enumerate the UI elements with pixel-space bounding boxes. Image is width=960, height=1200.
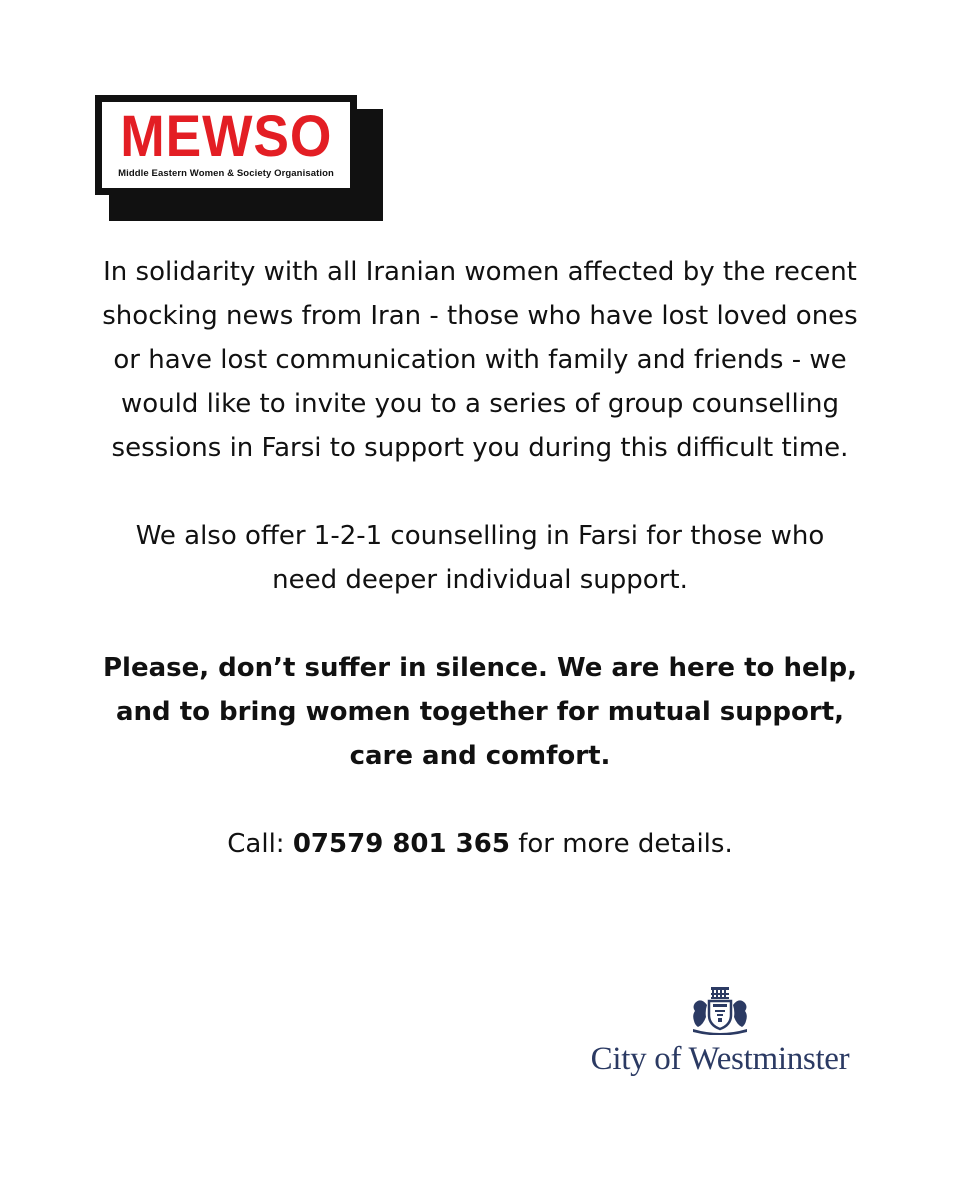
westminster-wordmark: City of Westminster (590, 1041, 850, 1077)
westminster-crest-icon (687, 985, 753, 1035)
mewso-logo (95, 95, 385, 225)
city-of-westminster-logo (585, 985, 855, 1078)
logo-subtitle: Middle Eastern Women & Society Organisation (118, 167, 334, 179)
solidarity-paragraph: In solidarity with all Iranian women affected by the recent shocking news from Iran - those who have lost loved ones or have lost communication with family and friends - we would like to invite you to a series of group counselling sessions in Farsi to support you during this difficult time. (102, 257, 858, 463)
individual-support-paragraph: We also offer 1-2-1 counselling in Farsi for those who need deeper individual support. (135, 521, 825, 595)
phone-number[interactable]: 07579 801 365 (292, 829, 510, 859)
call-line (100, 822, 860, 866)
call-suffix: for more details. (509, 829, 733, 859)
main-content (100, 250, 860, 866)
call-prefix: Call: (227, 829, 293, 859)
dont-suffer-paragraph: Please, don’t suffer in silence. We are here to help, and to bring women together for mutual support, care and comfort. (103, 653, 857, 771)
logo-box (95, 95, 357, 195)
logo-wordmark: MEWSO (119, 103, 333, 169)
